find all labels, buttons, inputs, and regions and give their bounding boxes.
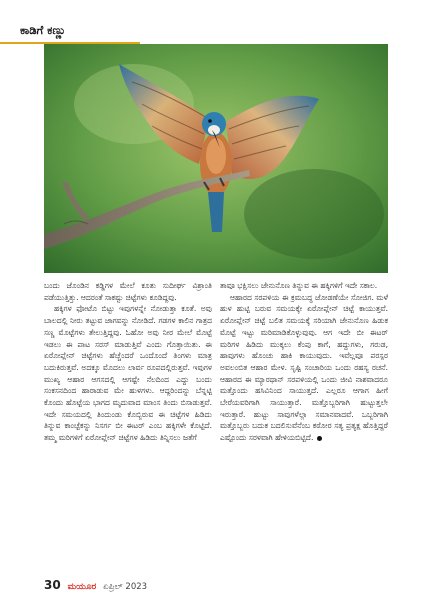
- magazine-name: ಮಯೂರ: [67, 582, 97, 592]
- section-title: ಕಾಡಿಗೆ ಕಣ್ಣು: [20, 23, 66, 37]
- article-paragraph: ಬಂದು ಜೊಂಡಿನ ಕಡ್ಡಿಗಳ ಮೇಲೆ ಕೂತು ಸುದೀರ್ಘ ವಿಶ್ರಾಂತಿ ಪಡೆಯುತ್ತಿತ್ತು. ಆದರಂತೆ ಸಾಕಷ್ಟು ಚಿಟ್ಟೆಗಳು ಕೂಡಿದ್ದವು.: [44, 281, 212, 302]
- article-paragraph-text: ಆಹಾರದ ಸರಪಳಿಯ ಈ ಕ್ರಮಬದ್ಧ ಜೋಡಣೆಯೇ ಸೋಜಿಗ. ಮಳೆ ಹುಳ ಹುಟ್ಟಿ ಬರುವ ಸಮಯಕ್ಕೇ ಏರೋಪ್ಲೇನ್ ಚಿಟ್ಟೆ ಕಾಯುತ್ತವೆ. ಏರೋಪ್ಲೇನ್ ಚಿಟ್ಟೆ ಬಲಿತ ಸಮಯಕ್ಕೆ ಸರಿಯಾಗಿ ಜೇನುನೊಣ ಹಿಡುಕ ಮೊಟ್ಟೆ ಇಟ್ಟು ಮರಿಮಾಡಿಕೊಳ್ಳುವುವು. ಆಗ ಇದೇ ಬೀ ಈಟರ್ ಮರಿಗಳ ಹಿಡಿದು ಮುಕ್ಕಲು ಕೆಂಪು ಕಾಗೆ, ಹದ್ದುಗಳು, ಗರುಡ, ಹಾವುಗಳು ಹೊಂಚು ಹಾಕಿ ಕಾಯುವುದು. ಇವೆಲ್ಲವೂ ಪರಸ್ಪರ ಅವಲಂಬಿತ ಆಹಾರ ಮೇಳ. ಸೃಷ್ಟಿ ಸಂಚಾರಿಯ ಒಂದು ರಹಸ್ಯ ರಚನೆ. ಆಹಾರದ ಈ ಮ್ಯಾರಥಾನ್ ಸರಪಳಿಯಲ್ಲಿ ಒಂದು ಜೀವಿ ನಾಶವಾದರೂ ಮತ್ತೊಂದು ಹಸಿವಿನಿಂದ ಸಾಯುತ್ತದೆ. ಎಲ್ಲರೂ ಆಗಾಗ ಹೀಗೆ ಬೇರೆಯವರಿಗಾಗಿ ಸಾಯುತ್ತಾರೆ. ಮತ್ತೊಬ್ಬರಿಗಾಗಿ ಹುಟ್ಟುತ್ತಲೇ ಇರುತ್ತಾರೆ. ಹುಟ್ಟು ಸಾವುಗಳೆಲ್ಲಾ ಸಮಾನವಾದವೆ. ಒಬ್ಬರಿಗಾಗಿ ಮತ್ತೊಬ್ಬರು ಬದುಕ ಬದಲಿಸುವೆನೆಂಬ ಕಠೋರ ಸತ್ಯ ಪ್ರತ್ಯಕ್ಷ ಹೊತ್ತಿದ್ದರೆ ಎಷ್ಟೊಂದು ಸರಳವಾಗಿ ಹೇಳಿಯಬಿಟ್ಟಿದೆ.: [220, 292, 388, 443]
- end-of-article-bullet-icon: [317, 436, 322, 441]
- article-column-left: [44, 280, 212, 444]
- section-header: [0, 22, 140, 44]
- issue-date: ಏಪ್ರಿಲ್ 2023: [103, 582, 148, 592]
- article-paragraph: ತಾವೂ ಭಕ್ಷಿಸಲು ಜೇನುನೊಣ ತಿನ್ನುವ ಈ ಹಕ್ಕಿಗಳಿಗೆ ಇದೇ ಸಕಾಲ.: [220, 281, 378, 290]
- article-column-right: [220, 280, 388, 444]
- kingfisher-photo: [44, 44, 388, 273]
- kingfisher-photo-svg: [44, 44, 388, 273]
- article-paragraph: ಹಕ್ಕಿಗಳ ಫೋಟೊ ಬಿಟ್ಟು ಇವುಗಳನ್ನೇ ನೋಡುತ್ತಾ ಕೂತೆ. ಅವು ಬಾಲದಲ್ಲಿ ನೀರು ತಟ್ಟುವ ಜಾಗವನ್ನು ನೋಡಿದೆ. ಗಡಗಳ ಕಾಲಿನ ಗಾತ್ರದ ಸಣ್ಣ ಮೊಟ್ಟೆಗಳು ತೇಲುತ್ತಿದ್ದವು. ಓಹೋ ಅವು ನೀರ ಮೇಲೆ ಮೊಟ್ಟೆ ಇಡಲು ಈ ಪಾಟ ಸರಸ್ ಮಾಡುತ್ತಿವೆ ಎಂದು ಗೊತ್ತಾಯಿತು. ಈ ಏರೋಪ್ಲೇನ್ ಚಿಟ್ಟೆಗಳು ಹೆಚ್ಚೆಂದರೆ ಒಂದೊಂದೆ ತಿಂಗಳು ಮಾತ್ರ ಬದುಕಿರುತ್ತವೆ. ಅದಕ್ಕೂ ಮೊದಲು ಲಾರ್ವ ರೂಪದಲ್ಲಿರುತ್ತವೆ. ಇವುಗಳ ಮುಖ್ಯ ಆಹಾರ ಆಗಸದಲ್ಲಿ ಆಗಷ್ಟೇ ನೆಲದಿಂದ ಎದ್ದು ಬಂದು ಸಂಕಸನದಿಂದ ಹಾರಾಡುವ ಮೇ ಹುಳಗಳು. ಆದ್ದರಿಂದನ್ನು ಬೆನ್ನಟ್ಟಿ ಕೊಂದು ಹೊಟ್ಟೆಯ ಭಾಗದ ಮೃದುವಾದ ಮಾಂಸ ತಿಂದು ಬಿಸಾಡುತ್ತವೆ. ಇದೇ ಸಮಯದಲ್ಲಿ ತಿಂದುಂಡು ಕೊಬ್ಬಿರುವ ಈ ಚಿಟ್ಟೆಗಳ ಹಿಡಿದು ತಿನ್ನುವ ಕಾಂಚ್ಟೆಕನ್ನು ನಿಸರ್ಗ ಬೀ ಈಟರ್ ಎಂಬ ಹಕ್ಕಿಗಳೇ ಕೊಟ್ಟಿದೆ. ತಮ್ಮ ಮರಿಗಳಿಗೆ ಏರೋಪ್ಲೇನ್ ಚಿಟ್ಟೆಗಳ ಹಿಡಿದು ತಿನ್ನಿಸಲು ಜತೆಗೆ: [44, 304, 212, 443]
- page-footer: [44, 578, 147, 592]
- page-number: 30: [44, 578, 61, 592]
- article-paragraph: [220, 292, 388, 444]
